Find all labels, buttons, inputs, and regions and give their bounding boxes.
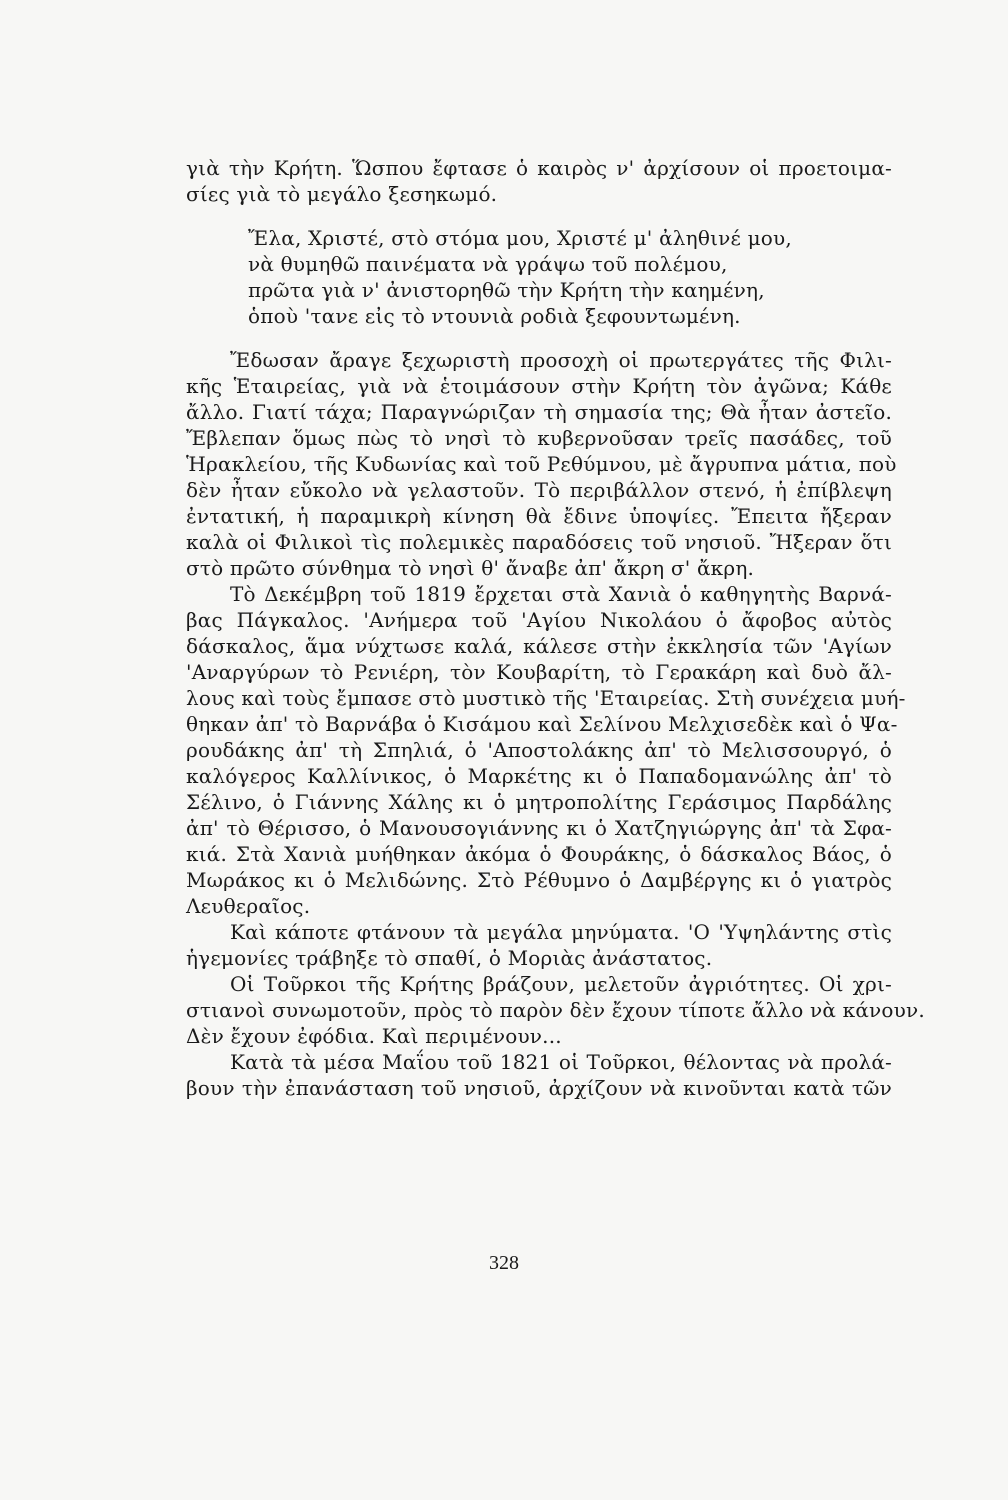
- text-line: 'Αναργύρων τὸ Ρενιέρη, τὸν Κουβαρίτη, τὸ Γερακάρη καὶ δυὸ ἄλ-: [186, 660, 892, 684]
- text-line: καλόγερος Καλλίνικος, ὁ Μαρκέτης κι ὁ Παπαδομανώλης ἀπ' τὸ: [186, 764, 892, 788]
- text-line: καλὰ οἱ Φιλικοὶ τὶς πολεμικὲς παραδόσεις τοῦ νησιοῦ. Ἤξεραν ὅτι: [186, 530, 892, 554]
- text-line: Ἔβλεπαν ὅμως πὼς τὸ νησὶ τὸ κυβερνοῦσαν τρεῖς πασάδες, τοῦ: [186, 426, 892, 450]
- text-line: Τὸ Δεκέμβρη τοῦ 1819 ἔρχεται στὰ Χανιὰ ὁ καθηγητὴς Βαρνά-: [230, 582, 892, 606]
- verse-line: πρῶτα γιὰ ν' ἀνιστορηθῶ τὴν Κρήτη τὴν καημένη,: [248, 278, 765, 302]
- verse-line: ὁποὺ 'τανε εἰς τὸ ντουνιὰ ροδιὰ ξεφουντωμένη.: [248, 304, 741, 328]
- text-line: ἐντατική, ἡ παραμικρὴ κίνηση θὰ ἔδινε ὑποψίες. Ἔπειτα ἤξεραν: [186, 504, 892, 528]
- text-line: λους καὶ τοὺς ἔμπασε στὸ μυστικὸ τῆς 'Εταιρείας. Στὴ συνέχεια μυή-: [186, 686, 906, 710]
- text-line: Λευθεραῖος.: [186, 894, 311, 918]
- text-line: κιά. Στὰ Χανιὰ μυήθηκαν ἀκόμα ὁ Φουράκης, ὁ δάσκαλος Βάος, ὁ: [186, 842, 892, 866]
- paragraph: [186, 919, 892, 971]
- text-line: στὸ πρῶτο σύνθημα τὸ νησὶ θ' ἄναβε ἀπ' ἄκρη σ' ἄκρη.: [186, 556, 755, 580]
- text-line: ἀπ' τὸ Θέρισσο, ὁ Μανουσογιάννης κι ὁ Χατζηγιώργης ἀπ' τὰ Σφα-: [186, 816, 892, 840]
- text-line: θηκαν ἀπ' τὸ Βαρνάβα ὁ Κισάμου καὶ Σελίνου Μελχισεδὲκ καὶ ὁ Ψα-: [186, 712, 898, 736]
- paragraph: [186, 581, 906, 919]
- text-line: Καὶ κάποτε φτάνουν τὰ μεγάλα μηνύματα. 'Ο 'Υψηλάντης στὶς: [230, 920, 892, 944]
- text-line: στιανοὶ συνωμοτοῦν, πρὸς τὸ παρὸν δὲν ἔχουν τίποτε ἄλλο νὰ κάνουν.: [186, 998, 925, 1022]
- text-line: Μωράκος κι ὁ Μελιδώνης. Στὸ Ρέθυμνο ὁ Δαμβέργης κι ὁ γιατρὸς: [186, 868, 892, 892]
- text-line: βουν τὴν ἐπανάσταση τοῦ νησιοῦ, ἀρχίζουν νὰ κινοῦνται κατὰ τῶν: [186, 1076, 892, 1100]
- text-line: Κατὰ τὰ μέσα Μαΐου τοῦ 1821 οἱ Τοῦρκοι, θέλοντας νὰ προλά-: [230, 1050, 892, 1074]
- text-line: Ἔδωσαν ἄραγε ξεχωριστὴ προσοχὴ οἱ πρωτεργάτες τῆς Φιλι-: [230, 348, 892, 372]
- paragraph: [186, 347, 897, 581]
- text-line: Σέλινο, ὁ Γιάννης Χάλης κι ὁ μητροπολίτης Γεράσιμος Παρδάλης: [186, 790, 892, 814]
- paragraph: [186, 1049, 892, 1101]
- text-line: Οἱ Τοῦρκοι τῆς Κρήτης βράζουν, μελετοῦν ἀγριότητες. Οἱ χρι-: [230, 972, 892, 996]
- verse-quote: [248, 225, 892, 329]
- text-line: βας Πάγκαλος. 'Ανήμερα τοῦ 'Αγίου Νικολάου ὁ ἄφοβος αὐτὸς: [186, 608, 892, 632]
- verse-line: Ἔλα, Χριστέ, στὸ στόμα μου, Χριστέ μ' ἀληθινέ μου,: [248, 226, 792, 250]
- page-body: [186, 155, 925, 1101]
- text-line: γιὰ τὴν Κρήτη. Ὥσπου ἔφτασε ὁ καιρὸς ν' ἀρχίσουν οἱ προετοιμα-: [186, 156, 892, 180]
- page-number: 328: [489, 1252, 519, 1274]
- text-line: σίες γιὰ τὸ μεγάλο ξεσηκωμό.: [186, 182, 498, 206]
- paragraph: [186, 971, 925, 1049]
- verse-line: νὰ θυμηθῶ παινέματα νὰ γράψω τοῦ πολέμου,: [248, 252, 728, 276]
- text-line: δάσκαλος, ἅμα νύχτωσε καλά, κάλεσε στὴν ἐκκλησία τῶν 'Αγίων: [186, 634, 892, 658]
- paragraph-continuation: [186, 155, 892, 207]
- text-line: κῆς Ἑταιρείας, γιὰ νὰ ἑτοιμάσουν στὴν Κρήτη τὸν ἀγῶνα; Κάθε: [186, 374, 892, 398]
- text-line: ἡγεμονίες τράβηξε τὸ σπαθί, ὁ Μοριὰς ἀνάστατος.: [186, 946, 713, 970]
- text-line: Ἡρακλείου, τῆς Κυδωνίας καὶ τοῦ Ρεθύμνου, μὲ ἄγρυπνα μάτια, ποὺ: [186, 452, 897, 476]
- text-line: δὲν ἦταν εὔκολο νὰ γελαστοῦν. Τὸ περιβάλλον στενό, ἡ ἐπίβλεψη: [186, 478, 892, 502]
- text-line: Δὲν ἔχουν ἐφόδια. Καὶ περιμένουν...: [186, 1024, 562, 1048]
- text-line: ρουδάκης ἀπ' τὴ Σπηλιά, ὁ 'Αποστολάκης ἀπ' τὸ Μελισσουργό, ὁ: [186, 738, 892, 762]
- text-line: ἄλλο. Γιατί τάχα; Παραγνώριζαν τὴ σημασία της; Θὰ ἦταν ἀστεῖο.: [186, 400, 892, 424]
